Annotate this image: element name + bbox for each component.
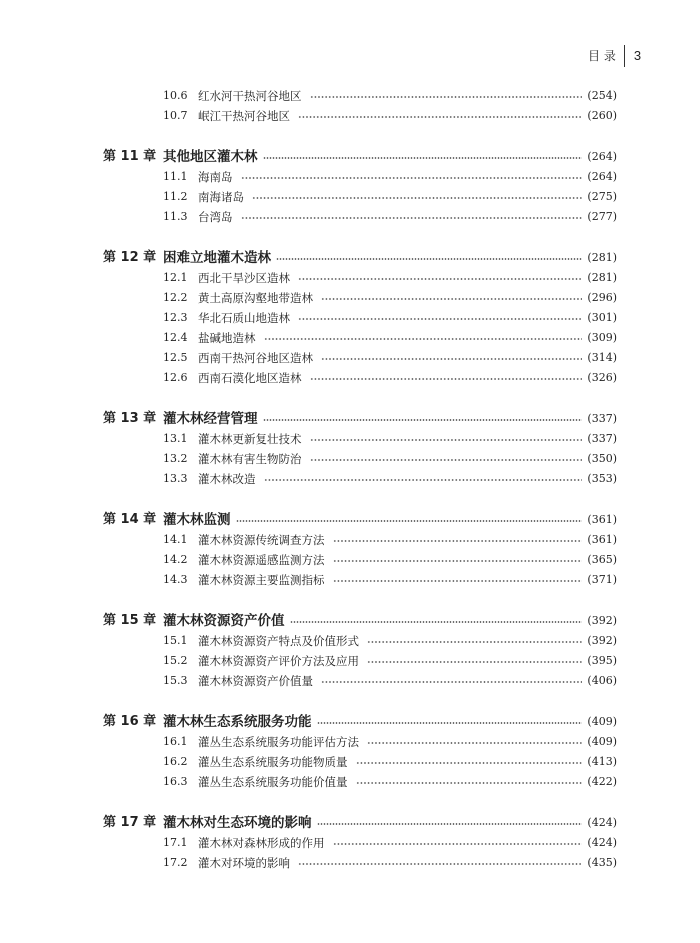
chapter-title: 灌木林监测 (163, 512, 231, 528)
chapter-label: 第 16 章 (103, 714, 157, 729)
toc-group (103, 510, 617, 590)
dot-leader (367, 660, 582, 664)
chapter-page-number: (424) (587, 816, 617, 829)
section-number: 16.2 (163, 755, 188, 768)
section-page-number: (413) (587, 755, 617, 768)
section-number: 13.1 (163, 432, 188, 445)
toc-group (103, 712, 617, 792)
page-number: 3 (633, 48, 642, 63)
toc-group (103, 86, 617, 126)
section-page-number: (435) (587, 856, 617, 869)
dot-leader (333, 539, 583, 543)
section-number: 16.3 (163, 775, 188, 788)
section-page-number: (301) (587, 311, 617, 324)
section-number: 11.2 (163, 190, 188, 203)
section-page-number: (365) (587, 553, 617, 566)
chapter-label: 第 11 章 (103, 149, 157, 164)
toc-section-entry (103, 368, 617, 388)
section-title: 海南岛 (198, 170, 233, 184)
toc-group (103, 409, 617, 489)
section-page-number: (337) (587, 432, 617, 445)
table-of-contents (103, 86, 617, 873)
section-title: 灌木林资源资产特点及价值形式 (198, 634, 359, 648)
section-page-number: (309) (587, 331, 617, 344)
toc-section-entry (103, 631, 617, 651)
section-title: 灌木林对森林形成的作用 (198, 836, 325, 850)
section-title: 灌木林改造 (198, 472, 256, 486)
section-title: 灌丛生态系统服务功能物质量 (198, 755, 348, 769)
running-header (588, 45, 641, 67)
toc-section-entry (103, 308, 617, 328)
dot-leader (356, 761, 583, 765)
section-page-number: (260) (587, 109, 617, 122)
toc-section-entry (103, 752, 617, 772)
section-number: 13.2 (163, 452, 188, 465)
toc-section-entry (103, 833, 617, 853)
section-title: 台湾岛 (198, 210, 233, 224)
dot-leader (356, 781, 583, 785)
toc-group (103, 248, 617, 388)
dot-leader (298, 115, 582, 119)
dot-leader (310, 377, 583, 381)
dot-leader (241, 176, 583, 180)
chapter-title: 其他地区灌木林 (163, 149, 258, 165)
section-number: 10.6 (163, 89, 188, 102)
section-title: 灌木对环境的影响 (198, 856, 290, 870)
dot-leader (298, 277, 582, 281)
section-title: 黄土高原沟壑地带造林 (198, 291, 313, 305)
section-number: 10.7 (163, 109, 188, 122)
section-title: 灌木林资源资产价值量 (198, 674, 313, 688)
dot-leader (252, 196, 582, 200)
section-title: 灌木林资源主要监测指标 (198, 573, 325, 587)
section-number: 12.6 (163, 371, 188, 384)
chapter-title: 灌木林对生态环境的影响 (163, 815, 312, 831)
section-number: 17.2 (163, 856, 188, 869)
toc-section-entry (103, 207, 617, 227)
chapter-label: 第 15 章 (103, 613, 157, 628)
toc-section-entry (103, 106, 617, 126)
section-number: 12.2 (163, 291, 188, 304)
section-title: 灌木林资源传统调查方法 (198, 533, 325, 547)
section-number: 15.3 (163, 674, 188, 687)
toc-group (103, 611, 617, 691)
section-number: 14.1 (163, 533, 188, 546)
dot-leader (298, 862, 582, 866)
toc-chapter-entry (103, 712, 617, 732)
section-title: 灌木林更新复壮技术 (198, 432, 302, 446)
section-title: 灌丛生态系统服务功能价值量 (198, 775, 348, 789)
dot-leader (333, 842, 583, 846)
toc-section-entry (103, 348, 617, 368)
toc-section-entry (103, 288, 617, 308)
section-number: 11.3 (163, 210, 188, 223)
toc-section-entry (103, 772, 617, 792)
toc-chapter-entry (103, 813, 617, 833)
dot-leader (333, 559, 583, 563)
section-number: 15.1 (163, 634, 188, 647)
section-page-number: (422) (587, 775, 617, 788)
dot-leader (298, 317, 582, 321)
section-number: 14.3 (163, 573, 188, 586)
section-number: 11.1 (163, 170, 188, 183)
chapter-label: 第 14 章 (103, 512, 157, 527)
dot-leader (310, 95, 583, 99)
toc-section-entry (103, 167, 617, 187)
header-title: 目 录 (588, 49, 616, 63)
dot-leader (310, 438, 583, 442)
dot-leader (310, 458, 583, 462)
section-page-number: (371) (587, 573, 617, 586)
toc-group (103, 813, 617, 873)
toc-group (103, 147, 617, 227)
section-title: 华北石质山地造林 (198, 311, 290, 325)
section-number: 17.1 (163, 836, 188, 849)
header-divider (624, 45, 625, 67)
dot-leader (263, 156, 583, 160)
toc-section-entry (103, 429, 617, 449)
chapter-title: 灌木林经营管理 (163, 411, 258, 427)
toc-chapter-entry (103, 147, 617, 167)
toc-section-entry (103, 86, 617, 106)
toc-section-entry (103, 268, 617, 288)
section-title: 灌木林有害生物防治 (198, 452, 302, 466)
chapter-title: 灌木林生态系统服务功能 (163, 714, 312, 730)
section-number: 13.3 (163, 472, 188, 485)
section-page-number: (314) (587, 351, 617, 364)
section-page-number: (254) (587, 89, 617, 102)
chapter-page-number: (361) (587, 513, 617, 526)
section-page-number: (281) (587, 271, 617, 284)
section-page-number: (424) (587, 836, 617, 849)
dot-leader (321, 297, 582, 301)
chapter-page-number: (337) (587, 412, 617, 425)
dot-leader (236, 519, 583, 523)
section-title: 红水河干热河谷地区 (198, 89, 302, 103)
dot-leader (264, 337, 583, 341)
chapter-page-number: (392) (587, 614, 617, 627)
section-number: 15.2 (163, 654, 188, 667)
chapter-page-number: (281) (587, 251, 617, 264)
chapter-label: 第 12 章 (103, 250, 157, 265)
section-title: 灌木林资源遥感监测方法 (198, 553, 325, 567)
dot-leader (367, 741, 582, 745)
section-title: 盐碱地造林 (198, 331, 256, 345)
dot-leader (264, 478, 583, 482)
section-title: 灌丛生态系统服务功能评估方法 (198, 735, 359, 749)
section-page-number: (409) (587, 735, 617, 748)
dot-leader (321, 680, 582, 684)
dot-leader (241, 216, 583, 220)
toc-section-entry (103, 853, 617, 873)
dot-leader (290, 620, 583, 624)
section-title: 岷江干热河谷地区 (198, 109, 290, 123)
section-title: 灌木林资源资产评价方法及应用 (198, 654, 359, 668)
toc-section-entry (103, 671, 617, 691)
dot-leader (263, 418, 583, 422)
toc-chapter-entry (103, 248, 617, 268)
section-number: 12.1 (163, 271, 188, 284)
section-page-number: (326) (587, 371, 617, 384)
toc-chapter-entry (103, 611, 617, 631)
section-page-number: (296) (587, 291, 617, 304)
toc-section-entry (103, 530, 617, 550)
section-page-number: (406) (587, 674, 617, 687)
chapter-page-number: (409) (587, 715, 617, 728)
chapter-label: 第 17 章 (103, 815, 157, 830)
chapter-title: 灌木林资源资产价值 (163, 613, 285, 629)
toc-section-entry (103, 550, 617, 570)
toc-section-entry (103, 469, 617, 489)
dot-leader (317, 822, 583, 826)
section-page-number: (277) (587, 210, 617, 223)
chapter-page-number: (264) (587, 150, 617, 163)
section-page-number: (361) (587, 533, 617, 546)
dot-leader (276, 257, 582, 261)
chapter-label: 第 13 章 (103, 411, 157, 426)
section-page-number: (264) (587, 170, 617, 183)
section-page-number: (392) (587, 634, 617, 647)
dot-leader (321, 357, 582, 361)
section-number: 12.5 (163, 351, 188, 364)
section-number: 16.1 (163, 735, 188, 748)
section-page-number: (350) (587, 452, 617, 465)
section-title: 西南石漠化地区造林 (198, 371, 302, 385)
section-page-number: (275) (587, 190, 617, 203)
toc-section-entry (103, 732, 617, 752)
dot-leader (317, 721, 583, 725)
toc-section-entry (103, 187, 617, 207)
dot-leader (367, 640, 582, 644)
toc-chapter-entry (103, 409, 617, 429)
section-title: 西北干旱沙区造林 (198, 271, 290, 285)
section-title: 南海诸岛 (198, 190, 244, 204)
toc-section-entry (103, 449, 617, 469)
section-number: 14.2 (163, 553, 188, 566)
section-title: 西南干热河谷地区造林 (198, 351, 313, 365)
toc-section-entry (103, 328, 617, 348)
toc-chapter-entry (103, 510, 617, 530)
dot-leader (333, 579, 583, 583)
toc-section-entry (103, 651, 617, 671)
toc-section-entry (103, 570, 617, 590)
section-number: 12.4 (163, 331, 188, 344)
section-number: 12.3 (163, 311, 188, 324)
chapter-title: 困难立地灌木造林 (163, 250, 271, 266)
section-page-number: (353) (587, 472, 617, 485)
section-page-number: (395) (587, 654, 617, 667)
